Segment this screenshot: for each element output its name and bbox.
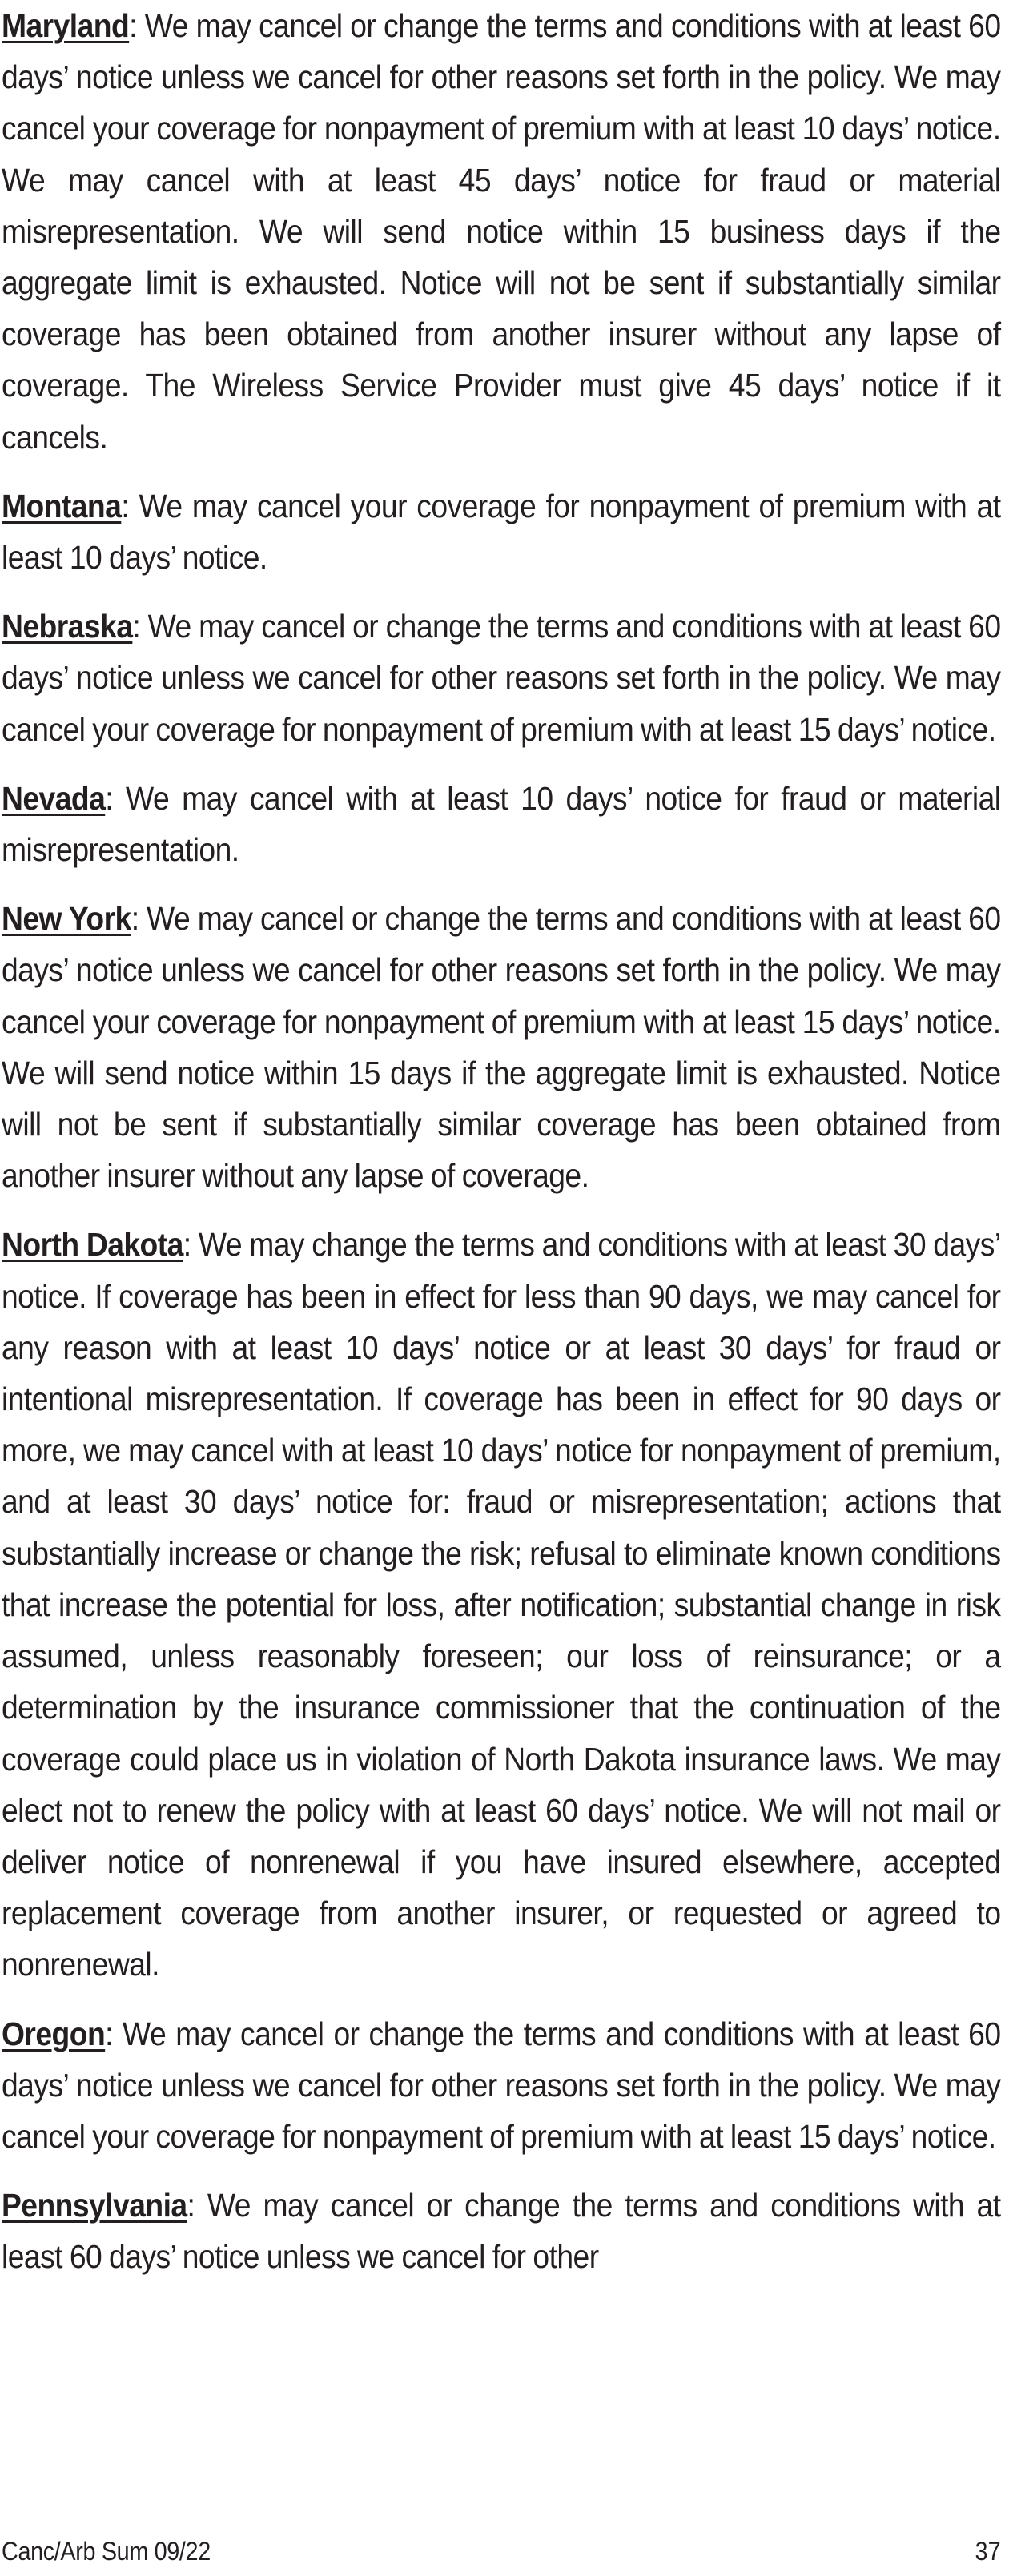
document-code: Canc/Arb Sum 09/22 [2,2537,211,2566]
state-heading-north-dakota: North Dakota [2,1226,183,1264]
state-heading-nevada: Nevada [2,779,106,817]
section-new-york [2,893,1001,1201]
page-number: 37 [975,2537,1001,2566]
section-text-pennsylvania: : We may cancel or change the terms and conditions with at least 60 days’ notice unless we cancel for other [2,2187,1001,2276]
section-pennsylvania [2,2180,1001,2282]
section-montana [2,480,1001,583]
section-oregon [2,2008,1001,2163]
state-heading-nebraska: Nebraska [2,608,133,645]
section-text-new-york: : We may cancel or change the terms and conditions with at least 60 days’ notice unless we cancel for other reasons set forth in the policy. We may cancel your coverage for nonpayment of premium with at least 15 days’ notice. We will send notice within 15 days if the aggregate limit is exhausted. Notice will not be sent if substantially similar coverage has been obtained from another insurer without any lapse of coverage. [2,900,1001,1195]
state-heading-oregon: Oregon [2,2015,106,2052]
section-text-nevada: : We may cancel with at least 10 days’ notice for fraud or material misrepresentation. [2,779,1001,869]
section-nebraska [2,601,1001,755]
state-heading-pennsylvania: Pennsylvania [2,2187,187,2224]
section-text-montana: : We may cancel your coverage for nonpayment of premium with at least 10 days’ notice. [2,487,1001,577]
section-text-north-dakota: : We may change the terms and conditions with at least 30 days’ notice. If coverage has been in effect for less than 90 days, we may cancel for any reason with at least 10 days’ notice or at least 30 days’ for fraud or intentional misrepresentation. If coverage has been in effect for 90 days or more, we may cancel with at least 10 days’ notice for nonpayment of premium, and at least 30 days’ notice for: fraud or misrepresentation; actions that substantially increase or change the risk; refusal to eliminate known conditions that increase the potential for loss, after notification; substantial change in risk assumed, unless reasonably foreseen; our loss of reinsurance; or a determination by the insurance commissioner that the continuation of the coverage could place us in violation of North Dakota insurance laws. We may elect not to renew the policy with at least 60 days’ notice. We will not mail or deliver notice of nonrenewal if you have insured elsewhere, accepted replacement coverage from another insurer, or requested or agreed to nonrenewal. [2,1226,1001,1983]
state-heading-new-york: New York [2,900,131,938]
state-heading-montana: Montana [2,487,122,524]
section-text-maryland: : We may cancel or change the terms and conditions with at least 60 days’ notice unless we cancel for other reasons set forth in the policy. We may cancel your coverage for nonpayment of premium with at least 10 days’ notice. We may cancel with at least 45 days’ notice for fraud or material misrepresentation. We will send notice within 15 business days if the aggregate limit is exhausted. Notice will not be sent if substantially similar coverage has been obtained from another insurer without any lapse of coverage. The Wireless Service Provider must give 45 days’ notice if it cancels. [2,7,1001,456]
section-nevada [2,773,1001,875]
section-maryland [2,0,1001,463]
section-text-oregon: : We may cancel or change the terms and conditions with at least 60 days’ notice unless we cancel for other reasons set forth in the policy. We may cancel your coverage for nonpayment of premium with at least 15 days’ notice. [2,2015,1001,2155]
section-text-nebraska: : We may cancel or change the terms and conditions with at least 60 days’ notice unless we cancel for other reasons set forth in the policy. We may cancel your coverage for nonpayment of premium with at least 15 days’ notice. [2,608,1001,748]
section-north-dakota [2,1219,1001,1990]
state-provisions-body [2,0,1001,2301]
state-heading-maryland: Maryland [2,7,130,44]
